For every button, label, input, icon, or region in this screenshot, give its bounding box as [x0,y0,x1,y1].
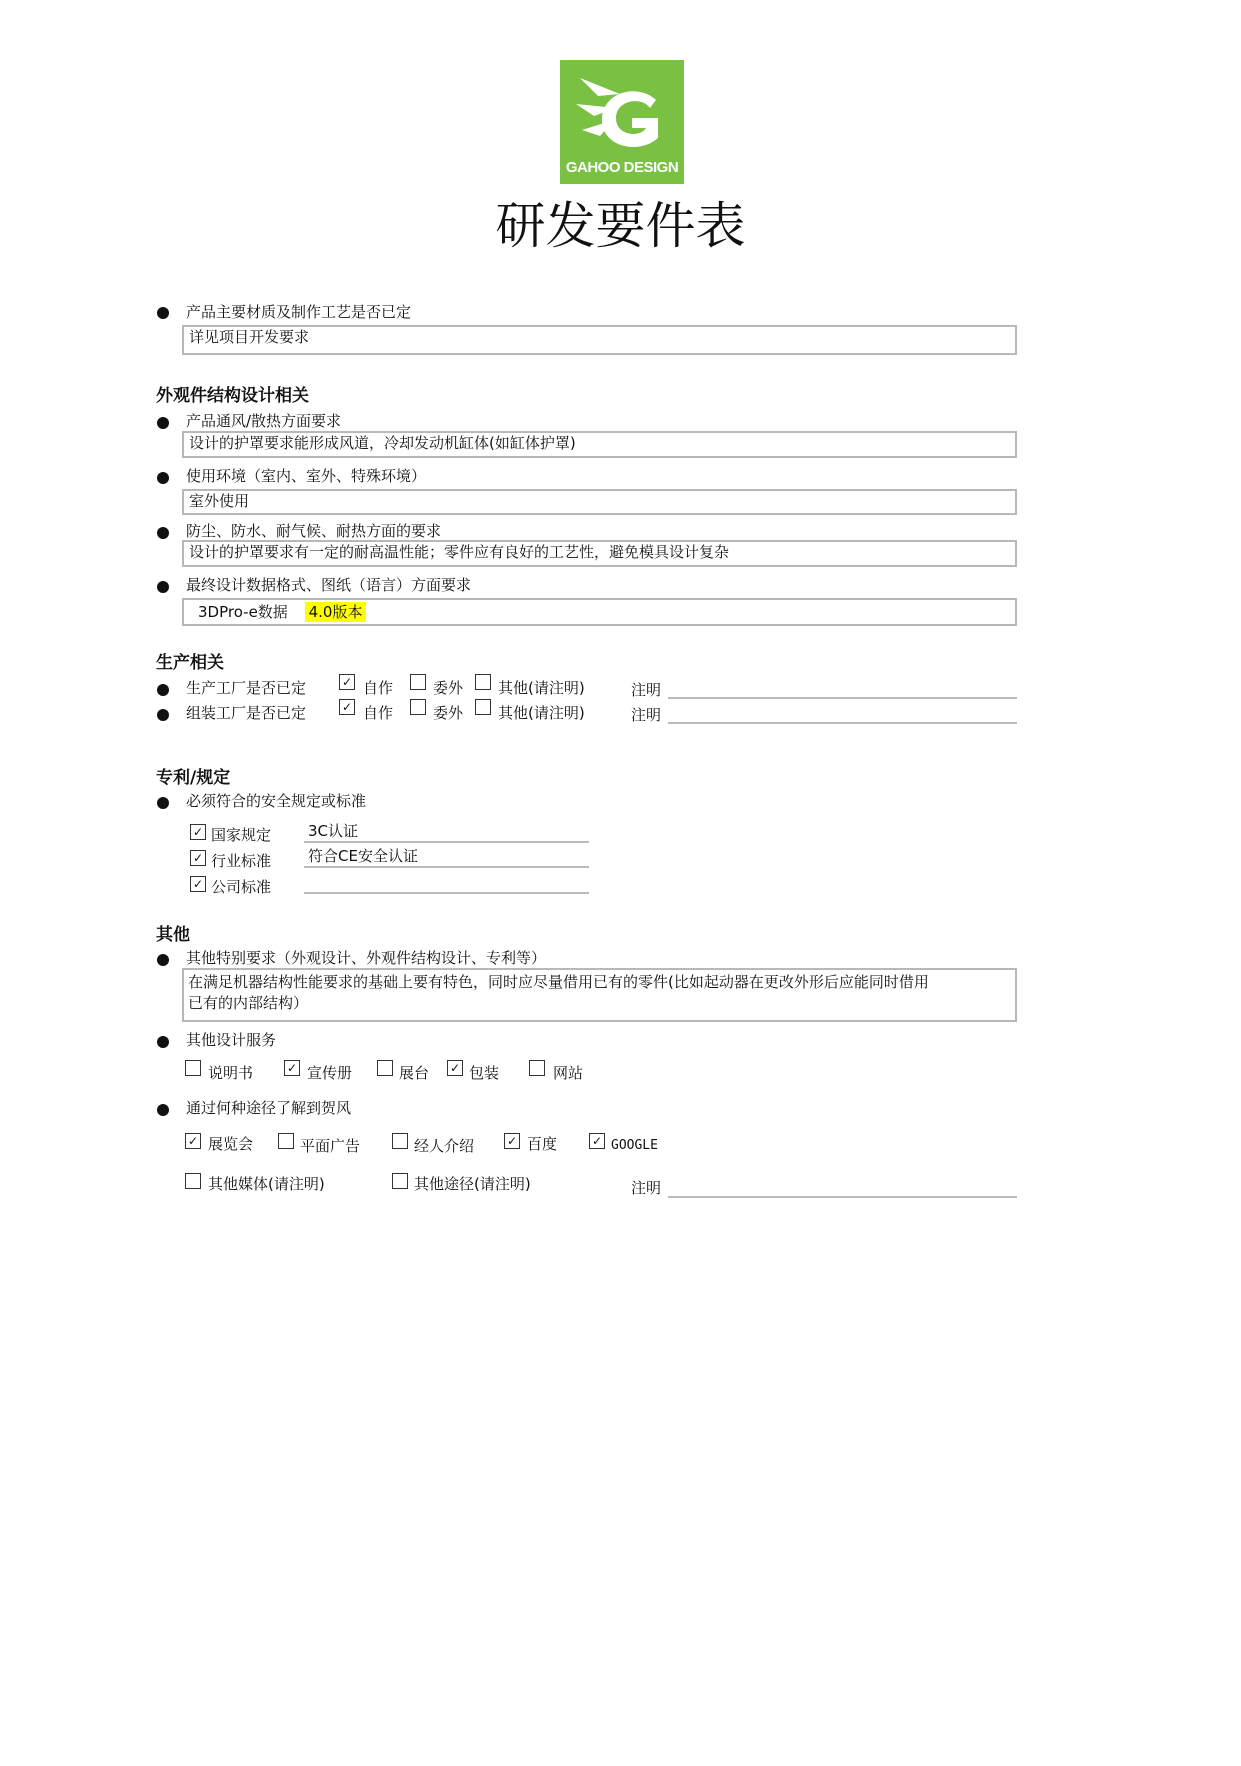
check-icon: ✓ [341,700,353,714]
source-label: 展览会 [208,1135,254,1153]
standard-field[interactable] [304,841,589,843]
checkbox-other-media[interactable] [185,1173,201,1189]
check-icon: ✓ [187,1134,199,1148]
bullet-icon [157,684,169,696]
checkbox-production-other[interactable] [475,674,491,690]
bullet-icon [157,581,169,593]
source-label: 其他媒体(请注明) [208,1175,325,1193]
standard-field[interactable] [304,892,589,894]
standard-value: 符合CE安全认证 [308,847,418,865]
bullet-icon [157,417,169,429]
answer-data-format-highlight: 4.0版本 [305,602,367,622]
answer-material[interactable]: 详见项目开发要求 [182,325,1017,355]
answer-data-format[interactable] [182,598,1017,626]
checkbox-assembly-other[interactable] [475,699,491,715]
bullet-icon [157,1104,169,1116]
checkbox-exhibition[interactable] [185,1133,201,1149]
option-label: 自作 [363,679,394,697]
note-label: 注明 [631,681,662,699]
option-label: 委外 [433,704,464,722]
source-label: 平面广告 [300,1137,361,1155]
bullet-icon [157,709,169,721]
answer-special-line: 已有的内部结构） [188,994,309,1012]
note-field[interactable] [668,697,1017,699]
section-heading-production: 生产相关 [156,653,224,673]
checkbox-company-standard[interactable] [190,876,206,892]
check-icon: ✓ [341,675,353,689]
answer-special[interactable] [182,968,1017,1022]
option-label: 委外 [433,679,464,697]
note-label: 注明 [631,1179,662,1197]
checkbox-referral[interactable] [392,1133,408,1149]
answer-protection[interactable]: 设计的护罩要求有一定的耐高温性能；零件应有良好的工艺性，避免模具设计复杂 [182,540,1017,567]
checkbox-website[interactable] [529,1060,545,1076]
check-icon: ✓ [286,1061,298,1075]
bullet-icon [157,1036,169,1048]
service-label: 包装 [469,1064,500,1082]
checkbox-manual[interactable] [185,1060,201,1076]
note-field[interactable] [668,1196,1017,1198]
source-label: 经人介绍 [414,1137,475,1155]
assembly-question: 组装工厂是否已定 [186,704,307,722]
answer-data-format-main: 3DPro-e数据 [198,603,288,621]
question-services: 其他设计服务 [186,1031,277,1049]
checkbox-brochure[interactable] [284,1060,300,1076]
service-label: 说明书 [208,1064,254,1082]
question-protection: 防尘、防水、耐气候、耐热方面的要求 [186,522,442,540]
bullet-icon [157,307,169,319]
question-ventilation: 产品通风/散热方面要求 [186,412,342,430]
note-label: 注明 [631,706,662,724]
checkbox-other-channel[interactable] [392,1173,408,1189]
question-environment: 使用环境（室内、室外、特殊环境） [186,467,427,485]
note-field[interactable] [668,722,1017,724]
question-material: 产品主要材质及制作工艺是否已定 [186,303,412,321]
checkbox-assembly-outsource[interactable] [410,699,426,715]
question-source: 通过何种途径了解到贺风 [186,1099,352,1117]
source-label: 其他途径(请注明) [414,1175,531,1193]
section-heading-patent: 专利/规定 [156,768,231,788]
production-question: 生产工厂是否已定 [186,679,307,697]
check-icon: ✓ [449,1061,461,1075]
section-heading-other: 其他 [156,925,190,945]
check-icon: ✓ [192,825,204,839]
logo-text: GAHOO DESIGN [565,159,679,176]
checkbox-print-ad[interactable] [278,1133,294,1149]
standard-label: 公司标准 [211,878,272,896]
page-title: 研发要件表 [495,197,746,255]
answer-special-line: 在满足机器结构性能要求的基础上要有特色，同时应尽量借用已有的零件(比如起动器在更改外形后应能同时借用 [188,973,929,991]
checkbox-production-outsource[interactable] [410,674,426,690]
answer-environment[interactable]: 室外使用 [182,489,1017,515]
check-icon: ✓ [192,851,204,865]
bullet-icon [157,472,169,484]
bullet-icon [157,954,169,966]
check-icon: ✓ [506,1134,518,1148]
option-label: 其他(请注明) [498,679,585,697]
section-heading-appearance: 外观件结构设计相关 [156,386,309,406]
checkbox-booth[interactable] [377,1060,393,1076]
gahoo-logo [560,60,684,184]
checkbox-packaging[interactable] [447,1060,463,1076]
question-data-format: 最终设计数据格式、图纸（语言）方面要求 [186,576,472,594]
source-label: 百度 [527,1135,558,1153]
service-label: 宣传册 [307,1064,353,1082]
standard-field[interactable] [304,866,589,868]
bullet-icon [157,797,169,809]
option-label: 其他(请注明) [498,704,585,722]
service-label: 展台 [399,1064,430,1082]
standard-value: 3C认证 [308,822,359,840]
answer-ventilation[interactable]: 设计的护罩要求能形成风道，冷却发动机缸体(如缸体护罩) [182,431,1017,458]
standard-label: 行业标准 [211,852,272,870]
checkbox-assembly-self[interactable] [339,699,355,715]
check-icon: ✓ [192,877,204,891]
checkbox-industry-standard[interactable] [190,850,206,866]
question-special: 其他特别要求（外观设计、外观件结构设计、专利等） [186,949,547,967]
standard-label: 国家规定 [211,826,272,844]
check-icon: ✓ [591,1134,603,1148]
checkbox-google[interactable] [589,1133,605,1149]
source-label: GOOGLE [611,1138,658,1153]
checkbox-national-standard[interactable] [190,824,206,840]
question-standards: 必须符合的安全规定或标准 [186,792,367,810]
checkbox-production-self[interactable] [339,674,355,690]
service-label: 网站 [553,1064,584,1082]
checkbox-baidu[interactable] [504,1133,520,1149]
bullet-icon [157,527,169,539]
option-label: 自作 [363,704,394,722]
